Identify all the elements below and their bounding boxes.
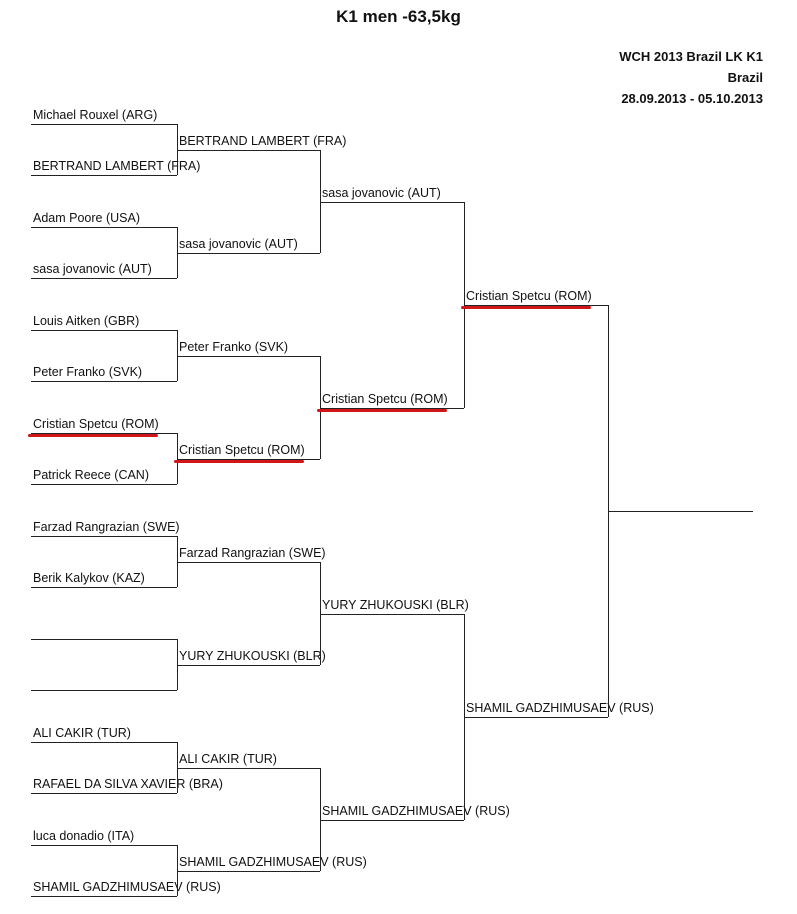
competitor-name: YURY ZHUKOUSKI (BLR) <box>322 598 469 612</box>
competitor-name: Peter Franko (SVK) <box>33 365 143 379</box>
bracket-line <box>177 150 320 151</box>
competitor-name: Cristian Spetcu (ROM) <box>466 289 592 303</box>
bracket-line <box>177 768 320 769</box>
highlight-underline <box>28 434 158 437</box>
competitor-name: SHAMIL GADZHIMUSAEV (RUS) <box>179 855 367 869</box>
bracket-line <box>31 639 177 640</box>
bracket-line <box>31 278 177 279</box>
event-location: Brazil <box>727 70 763 85</box>
bracket-line <box>31 175 177 176</box>
competitor-name: YURY ZHUKOUSKI (BLR) <box>179 649 326 663</box>
highlight-underline <box>174 460 304 463</box>
event-name: WCH 2013 Brazil LK K1 <box>619 49 763 64</box>
competitor-name: Adam Poore (USA) <box>33 211 140 225</box>
bracket-line <box>177 356 320 357</box>
bracket-line <box>31 690 177 691</box>
competitor-name: Farzad Rangrazian (SWE) <box>33 520 180 534</box>
competitor-name: sasa jovanovic (AUT) <box>322 186 441 200</box>
bracket-line <box>177 665 320 666</box>
competitor-name: Berik Kalykov (KAZ) <box>33 571 145 585</box>
bracket-line <box>31 381 177 382</box>
event-dates: 28.09.2013 - 05.10.2013 <box>621 91 763 106</box>
bracket-line <box>320 614 464 615</box>
bracket-line <box>177 562 320 563</box>
competitor-name: Patrick Reece (CAN) <box>33 468 149 482</box>
bracket-line <box>31 742 177 743</box>
competitor-name: SHAMIL GADZHIMUSAEV (RUS) <box>33 880 221 894</box>
competitor-name: ALI CAKIR (TUR) <box>33 726 131 740</box>
highlight-underline <box>461 306 591 309</box>
bracket-line <box>31 793 177 794</box>
competitor-name: SHAMIL GADZHIMUSAEV (RUS) <box>322 804 510 818</box>
competitor-name: sasa jovanovic (AUT) <box>33 262 152 276</box>
competitor-name: Cristian Spetcu (ROM) <box>33 417 159 431</box>
bracket-line <box>31 536 177 537</box>
page-title: K1 men -63,5kg <box>336 7 461 26</box>
bracket-line <box>31 484 177 485</box>
bracket-line <box>31 124 177 125</box>
bracket-line <box>177 871 320 872</box>
bracket-line <box>31 330 177 331</box>
bracket-line <box>31 587 177 588</box>
bracket-line <box>177 253 320 254</box>
competitor-name: Louis Aitken (GBR) <box>33 314 140 328</box>
bracket-line <box>31 845 177 846</box>
competitor-name: Michael Rouxel (ARG) <box>33 108 158 122</box>
highlight-underline <box>317 409 447 412</box>
bracket-line <box>320 820 464 821</box>
competitor-name: Farzad Rangrazian (SWE) <box>179 546 326 560</box>
competitor-name: Cristian Spetcu (ROM) <box>179 443 305 457</box>
competitor-name: SHAMIL GADZHIMUSAEV (RUS) <box>466 701 654 715</box>
competitor-name: luca donadio (ITA) <box>33 829 135 843</box>
final-line <box>608 511 753 512</box>
competitor-name: sasa jovanovic (AUT) <box>179 237 298 251</box>
competitor-name: BERTRAND LAMBERT (FRA) <box>179 134 347 148</box>
competitor-name: RAFAEL DA SILVA XAVIER (BRA) <box>33 777 223 791</box>
bracket-line <box>31 896 177 897</box>
bracket-line <box>31 227 177 228</box>
competitor-name: BERTRAND LAMBERT (FRA) <box>33 159 201 173</box>
competitor-name: Peter Franko (SVK) <box>179 340 289 354</box>
competitor-name: ALI CAKIR (TUR) <box>179 752 277 766</box>
competitor-name: Cristian Spetcu (ROM) <box>322 392 448 406</box>
bracket-line <box>464 717 608 718</box>
bracket-line <box>320 202 464 203</box>
